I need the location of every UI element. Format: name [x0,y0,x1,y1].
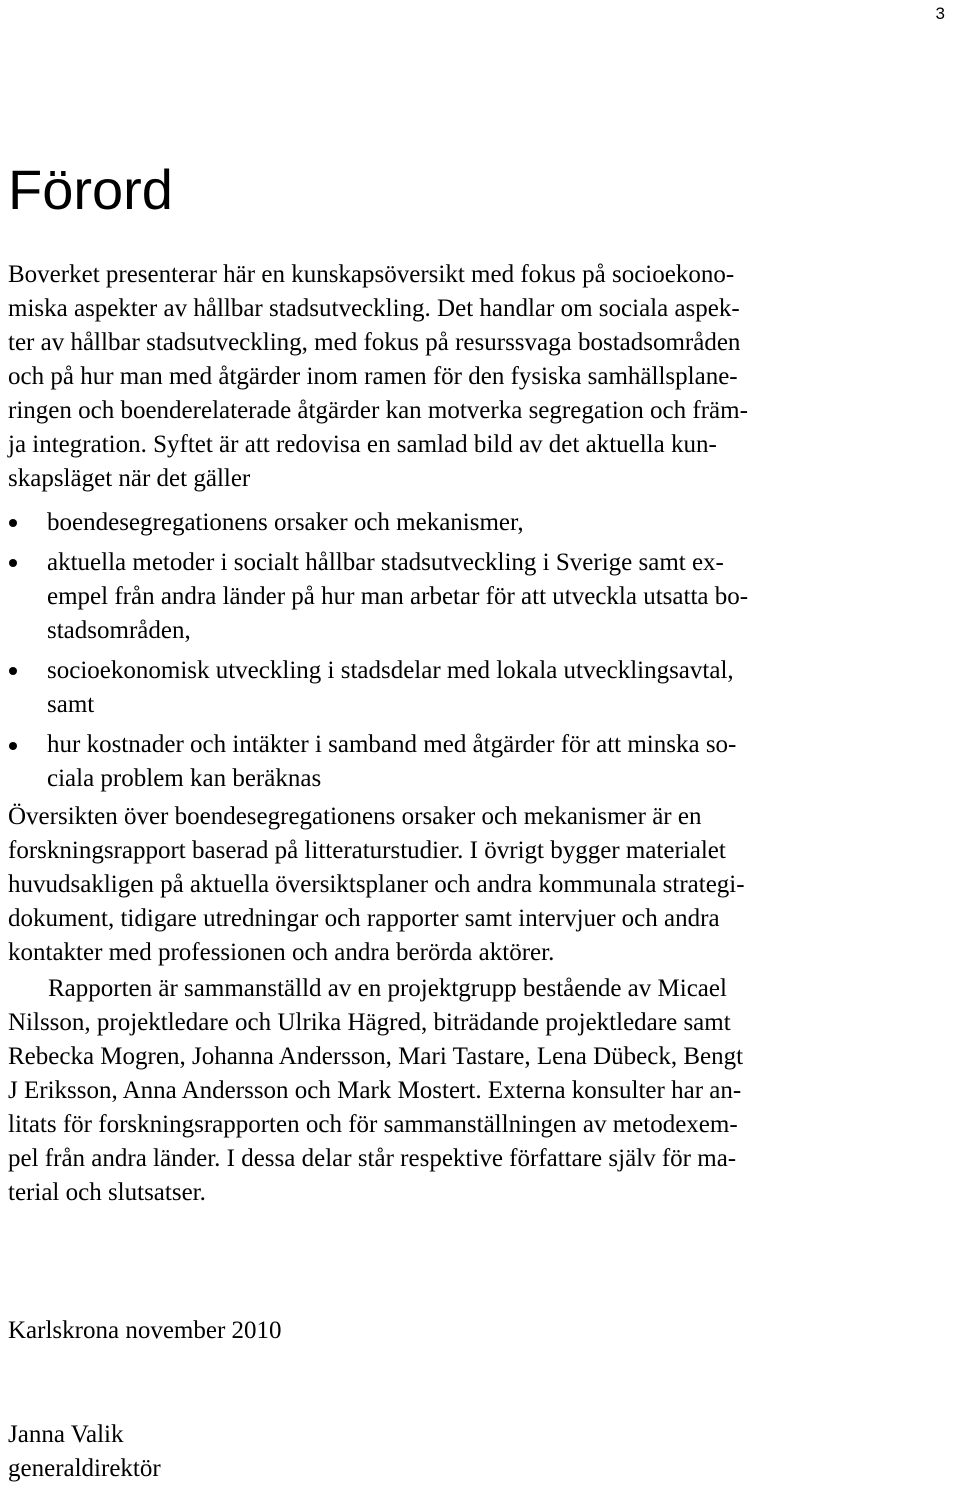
overview-line: dokument, tidigare utredningar och rapporter samt intervjuer och andra [8,905,720,932]
intro-line: skapsläget när det gäller [8,465,251,492]
team-line: pel från andra länder. I dessa delar står respektive författare själv för ma- [8,1145,737,1172]
signatory-title: generaldirektör [8,1455,161,1482]
intro-line: ter av hållbar stadsutveckling, med fokus på resurssvaga bostadsområden [8,329,741,356]
team-line: Rebecka Mogren, Johanna Andersson, Mari Tastare, Lena Dübeck, Bengt [8,1043,744,1070]
bullet-dot-icon [9,519,17,527]
team-line: J Eriksson, Anna Andersson och Mark Mostert. Externa konsulter har an- [8,1077,742,1104]
list-item-line: boendesegregationens orsaker och mekanismer, [47,509,524,536]
list-item-line: stadsområden, [47,617,191,644]
overview-line: kontakter med professionen och andra berörda aktörer. [8,939,555,966]
intro-line: och på hur man med åtgärder inom ramen för den fysiska samhällsplane- [8,363,738,390]
place-date: Karlskrona november 2010 [8,1317,282,1344]
list-item-line: empel från andra länder på hur man arbetar för att utveckla utsatta bo- [47,583,749,610]
list-item-line: socioekonomisk utveckling i stadsdelar med lokala utvecklingsavtal, [47,657,734,684]
bullet-dot-icon [9,667,17,675]
signatory-name: Janna Valik [8,1421,124,1448]
team-line: terial och slutsatser. [8,1179,206,1206]
overview-line: Översikten över boendesegregationens orsaker och mekanismer är en [8,803,702,830]
page-title: Förord [8,158,173,221]
list-item-line: ciala problem kan beräknas [47,765,322,792]
list-item-line: aktuella metoder i socialt hållbar stadsutveckling i Sverige samt ex- [47,549,724,576]
list-item-line: samt [47,691,95,718]
team-line: Nilsson, projektledare och Ulrika Hägred, biträdande projektledare samt [8,1009,731,1036]
team-line: litats för forskningsrapporten och för sammanställningen av metodexem- [8,1111,738,1138]
bullet-dot-icon [9,742,17,750]
team-line: Rapporten är sammanställd av en projektgrupp bestående av Micael [48,975,727,1002]
list-item-line: hur kostnader och intäkter i samband med åtgärder för att minska so- [47,731,737,758]
overview-line: huvudsakligen på aktuella översiktsplaner och andra kommunala strategi- [8,871,745,898]
bullet-dot-icon [9,559,17,567]
intro-line: miska aspekter av hållbar stadsutveckling. Det handlar om sociala aspek- [8,295,740,322]
intro-line: ringen och boenderelaterade åtgärder kan motverka segregation och främ- [8,397,748,424]
page-number: 3 [935,4,945,23]
overview-line: forskningsrapport baserad på litteraturstudier. I övrigt bygger materialet [8,837,726,864]
intro-line: ja integration. Syftet är att redovisa en samlad bild av det aktuella kun- [8,431,717,458]
intro-line: Boverket presenterar här en kunskapsöversikt med fokus på socioekono- [8,261,735,288]
